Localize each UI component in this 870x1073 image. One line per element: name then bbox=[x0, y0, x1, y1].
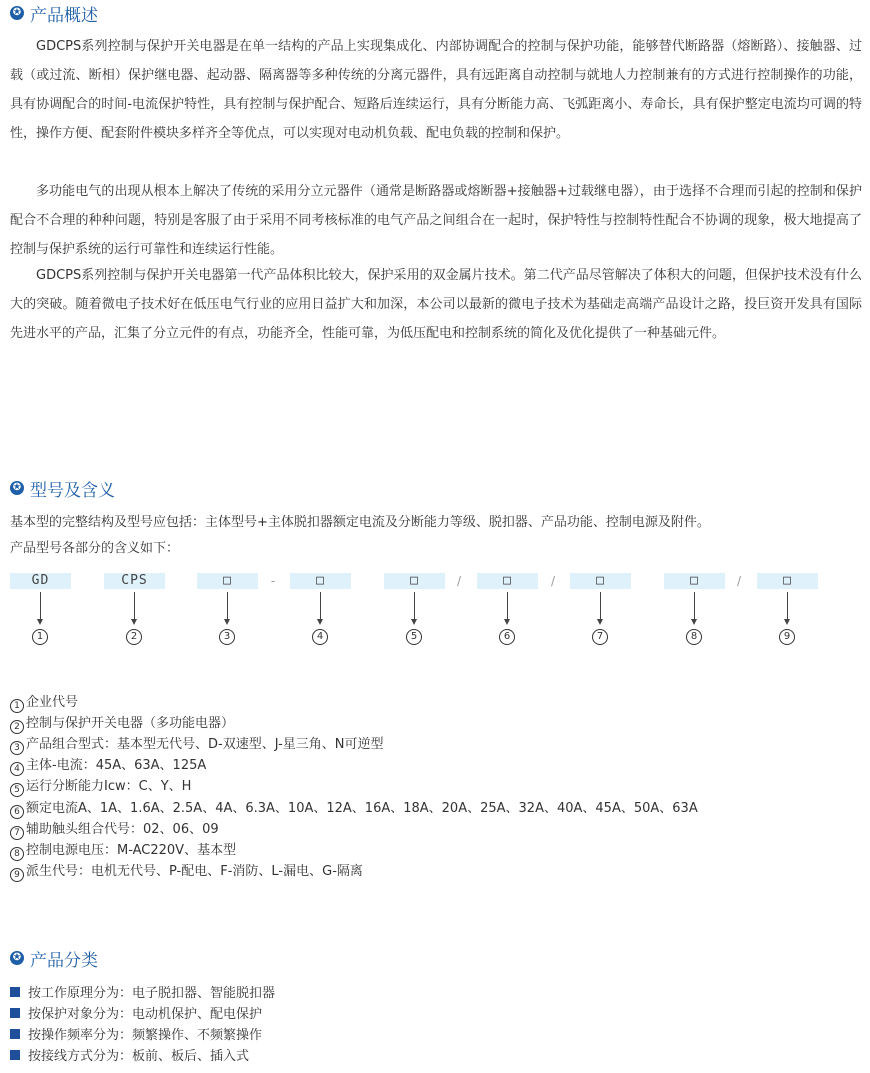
meaning-text: 主体-电流：45A、63A、125A bbox=[26, 758, 207, 773]
list-item-text: 按接线方式分为：板前、板后、插入式 bbox=[28, 1049, 250, 1064]
square-bullet-icon bbox=[10, 1029, 20, 1039]
number-marker: 4 bbox=[10, 762, 24, 776]
arrow-down-icon bbox=[320, 592, 321, 620]
model-code-box-8: □ bbox=[664, 573, 725, 589]
number-marker: 9 bbox=[10, 868, 24, 882]
number-marker: 7 bbox=[592, 629, 608, 645]
number-marker: 7 bbox=[10, 826, 24, 840]
arrow-down-icon bbox=[694, 592, 695, 620]
number-marker: 8 bbox=[686, 629, 702, 645]
list-item bbox=[10, 1046, 249, 1067]
number-marker: 6 bbox=[499, 629, 515, 645]
model-code-box-3: □ bbox=[197, 573, 258, 589]
meaning-item bbox=[10, 713, 234, 734]
star-icon: ✪ bbox=[10, 481, 24, 495]
model-code-box-7: □ bbox=[570, 573, 631, 589]
meaning-item bbox=[10, 734, 384, 755]
list-item-text: 按保护对象分为：电动机保护、配电保护 bbox=[28, 1007, 263, 1022]
meaning-text: 企业代号 bbox=[26, 695, 79, 710]
number-marker: 3 bbox=[219, 629, 235, 645]
arrow-down-icon bbox=[40, 592, 41, 620]
overview-paragraph-2: 多功能电气的出现从根本上解决了传统的采用分立元器件（通常是断路器或熔断器+接触器+过载继电器），由于选择不合理而引起的控制和保护配合不合理的种种问题，特别是客服了由于采用不同考核标准的电气产品之间组合在一起时，保护特性与控制特性配合不协调的现象，极大地提高了控制与保护系统的运行可靠性和连续运行性能。 bbox=[10, 184, 862, 257]
overview-paragraph-3: GDCPS系列控制与保护开关电器第一代产品体积比较大，保护采用的双金属片技术。第二代产品尽管解决了体积大的问题，但保护技术没有什么大的突破。随着微电子技术好在低压电气行业的应用日益扩大和加深，本公司以最新的微电子技术为基础走高端产品设计之路，投巨资开发具有国际先进水平的产品，汇集了分立元件的有点，功能齐全，性能可靠，为低压配电和控制系统的简化及优化提供了一种基础元件。 bbox=[10, 268, 862, 341]
star-icon: ✪ bbox=[10, 951, 24, 965]
model-code-box-1: GD bbox=[10, 573, 71, 589]
model-separator: / bbox=[550, 574, 556, 588]
meaning-text: 运行分断能力Icw：C、Y、H bbox=[26, 779, 192, 794]
arrow-down-icon bbox=[600, 592, 601, 620]
list-item bbox=[10, 1025, 262, 1046]
square-bullet-icon bbox=[10, 1008, 20, 1018]
number-marker: 5 bbox=[10, 783, 24, 797]
model-code-box-6: □ bbox=[477, 573, 538, 589]
arrow-down-icon bbox=[507, 592, 508, 620]
model-separator: / bbox=[456, 574, 462, 588]
star-icon: ✪ bbox=[10, 6, 24, 20]
section-title-model bbox=[10, 475, 115, 501]
section-title-overview bbox=[10, 0, 98, 26]
meaning-text: 控制与保护开关电器（多功能电器） bbox=[26, 716, 235, 731]
model-code-box-2: CPS bbox=[104, 573, 165, 589]
meaning-item bbox=[10, 798, 698, 819]
number-marker: 9 bbox=[779, 629, 795, 645]
square-bullet-icon bbox=[10, 987, 20, 997]
meaning-text: 控制电源电压：M-AC220V、基本型 bbox=[26, 843, 237, 858]
model-code-box-9: □ bbox=[757, 573, 818, 589]
number-marker: 6 bbox=[10, 805, 24, 819]
number-marker: 5 bbox=[406, 629, 422, 645]
section-title-text: 产品分类 bbox=[30, 950, 98, 971]
model-code-box-5: □ bbox=[384, 573, 445, 589]
list-item bbox=[10, 983, 275, 1004]
list-item bbox=[10, 1004, 262, 1025]
meaning-item bbox=[10, 861, 363, 882]
number-marker: 3 bbox=[10, 741, 24, 755]
meaning-text: 辅助触头组合代号：02、06、09 bbox=[26, 822, 219, 837]
square-bullet-icon bbox=[10, 1050, 20, 1060]
meaning-item bbox=[10, 776, 191, 797]
model-separator: - bbox=[270, 574, 276, 588]
arrow-down-icon bbox=[414, 592, 415, 620]
number-marker: 2 bbox=[126, 629, 142, 645]
overview-paragraph-1: GDCPS系列控制与保护开关电器是在单一结构的产品上实现集成化、内部协调配合的控制与保护功能，能够替代断路器（熔断路）、接触器、过载（或过流、断相）保护继电器、起动器、隔离器等多种传统的分离元器件，具有远距离自动控制与就地人力控制兼有的方式进行控制操作的功能，具有协调配合的时间-电流保护特性，具有控制与保护配合、短路后连续运行，具有分断能力高、飞弧距离小、寿命长，具有保护整定电流均可调的特性，操作方便、配套附件模块多样齐全等优点，可以实现对电动机负载、配电负载的控制和保护。 bbox=[10, 39, 862, 141]
number-marker: 1 bbox=[10, 699, 24, 713]
number-marker: 2 bbox=[10, 720, 24, 734]
number-marker: 4 bbox=[312, 629, 328, 645]
meaning-item bbox=[10, 819, 219, 840]
model-intro-2: 产品型号各部分的含义如下： bbox=[10, 541, 180, 556]
section-title-text: 型号及含义 bbox=[30, 480, 115, 501]
list-item-text: 按操作频率分为：频繁操作、不频繁操作 bbox=[28, 1028, 263, 1043]
model-separator: / bbox=[736, 574, 742, 588]
model-code-box-4: □ bbox=[290, 573, 351, 589]
meaning-item bbox=[10, 692, 78, 713]
model-intro-1: 基本型的完整结构及型号应包括：主体型号+主体脱扣器额定电流及分断能力等级、脱扣器、产品功能、控制电源及附件。 bbox=[10, 515, 710, 530]
arrow-down-icon bbox=[227, 592, 228, 620]
meaning-text: 产品组合型式：基本型无代号、D-双速型、J-星三角、N可逆型 bbox=[26, 737, 384, 752]
number-marker: 1 bbox=[32, 629, 48, 645]
meaning-item bbox=[10, 840, 236, 861]
meaning-text: 额定电流A、1A、1.6A、2.5A、4A、6.3A、10A、12A、16A、18A、20A、25A、32A、40A、45A、50A、63A bbox=[26, 801, 698, 816]
meaning-text: 派生代号：电机无代号、P-配电、F-消防、L-漏电、G-隔离 bbox=[26, 864, 363, 879]
arrow-down-icon bbox=[134, 592, 135, 620]
number-marker: 8 bbox=[10, 847, 24, 861]
arrow-down-icon bbox=[787, 592, 788, 620]
meaning-item bbox=[10, 755, 206, 776]
section-title-text: 产品概述 bbox=[30, 5, 98, 26]
section-title-classification bbox=[10, 945, 98, 971]
list-item-text: 按工作原理分为：电子脱扣器、智能脱扣器 bbox=[28, 986, 276, 1001]
